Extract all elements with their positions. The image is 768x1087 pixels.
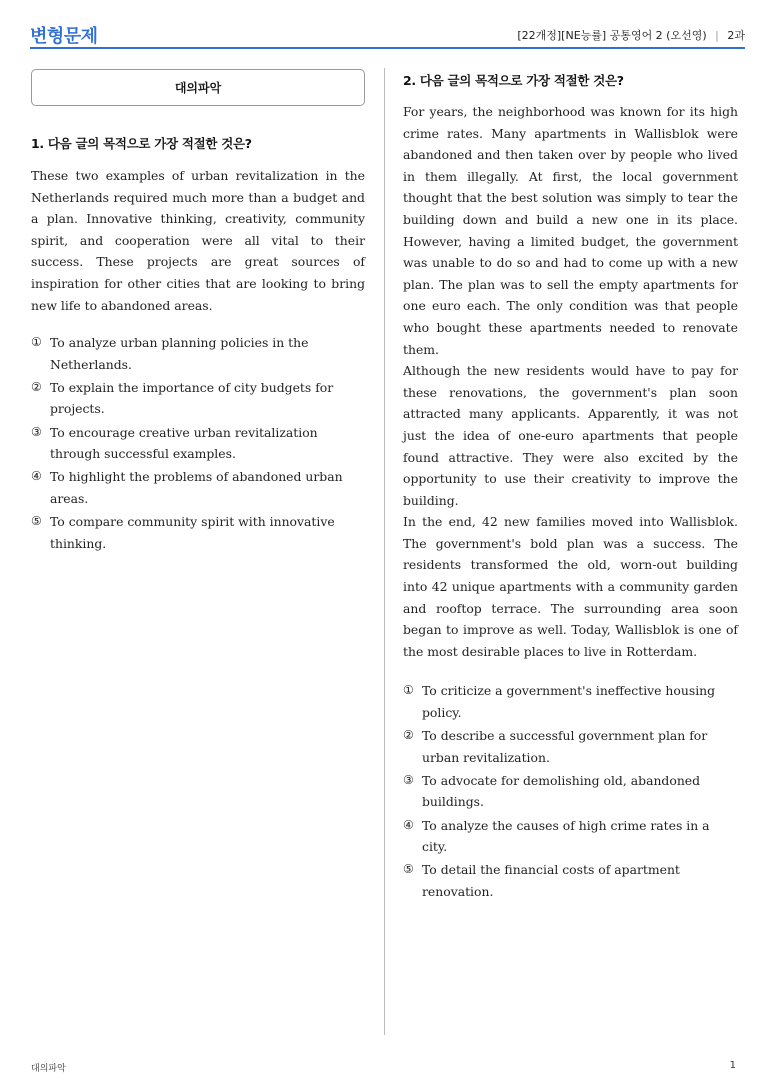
question-1-title: 1. 다음 글의 목적으로 가장 적절한 것은?	[31, 136, 252, 151]
passage-paragraph: For years, the neighborhood was known for its high crime rates. Many apartments in Wallisblok were abandoned and then taken over by people who lived in them illegally. At first, the local government thought that the best solution was simply to tear the building down and build a new one in its place. However, having a limited budget, the government was unable to do so and had to come up with a new plan. The plan was to sell the empty apartments for one euro each. The only condition was that people who bought these apartments needed to renovate them.	[403, 104, 738, 357]
question-1-choices	[31, 332, 365, 554]
header-separator: |	[715, 29, 719, 42]
section-label: 대의파악	[174, 81, 222, 95]
choice-number: ⑤	[403, 862, 414, 877]
choice-number: ②	[31, 379, 42, 394]
choice-text: To highlight the problems of abandoned urban areas.	[50, 469, 343, 506]
choice-item[interactable]	[31, 332, 365, 375]
choice-item[interactable]	[403, 725, 738, 768]
choice-text: To analyze urban planning policies in the Netherlands.	[50, 335, 309, 372]
choice-number: ③	[31, 424, 42, 439]
column-divider	[384, 68, 385, 1035]
textbook-source: [22개정][NE능률] 공통영어 2 (오선영)	[517, 29, 707, 42]
section-label-box	[31, 69, 365, 106]
choice-number: ⑤	[31, 513, 42, 528]
passage-paragraph: These two examples of urban revitalization in the Netherlands required much more than a budget and a plan. Innovative thinking, creativity, community spirit, and cooperation were all vital to their success. These projects are great sources of inspiration for other cities that are looking to bring new life to abandoned areas.	[31, 168, 365, 313]
lesson-number: 2과	[727, 29, 745, 42]
question-2-choices	[403, 680, 738, 902]
choice-number: ②	[403, 728, 414, 743]
choice-text: To encourage creative urban revitalization through successful examples.	[50, 424, 318, 462]
choice-item[interactable]	[31, 422, 365, 465]
passage-paragraph: In the end, 42 new families moved into Wallisblok. The government's bold plan was a success. The residents transformed the old, worn-out building into 42 unique apartments with a community garden and rooftop terrace. The surrounding area soon began to improve as well. Today, Wallisblok is one of the most desirable places to live in Rotterdam.	[403, 514, 738, 659]
choice-text: To criticize a government's ineffective housing policy.	[422, 683, 716, 721]
right-column	[403, 69, 738, 904]
choice-item[interactable]	[403, 815, 738, 858]
choice-number: ③	[403, 772, 414, 787]
left-column	[31, 69, 365, 556]
choice-text: To compare community spirit with innovative thinking.	[50, 513, 335, 551]
choice-text: To detail the financial costs of apartment renovation.	[422, 862, 680, 899]
brand-title: 변형문제	[30, 26, 98, 47]
choice-item[interactable]	[403, 680, 738, 723]
choice-item[interactable]	[403, 770, 738, 813]
footer-section-label: 대의파악	[31, 1064, 66, 1074]
header-source-info	[517, 27, 745, 43]
question-1-passage	[31, 165, 365, 316]
choice-text: To describe a successful government plan for urban revitalization.	[422, 728, 708, 765]
choice-item[interactable]	[31, 511, 365, 554]
page-header	[30, 18, 745, 50]
choice-number: ①	[403, 683, 414, 698]
page-number: 1	[729, 1060, 736, 1071]
question-2-passage	[403, 101, 738, 662]
choice-text: To advocate for demolishing old, abandoned buildings.	[422, 772, 701, 810]
choice-item[interactable]	[31, 466, 365, 509]
choice-text: To analyze the causes of high crime rates in a city.	[422, 817, 710, 855]
choice-number: ④	[31, 469, 42, 484]
choice-text: To explain the importance of city budgets for projects.	[50, 379, 334, 417]
choice-number: ④	[403, 817, 414, 832]
choice-item[interactable]	[31, 377, 365, 420]
passage-paragraph: Although the new residents would have to pay for these renovations, the government's plan soon attracted many applicants. Apparently, it was not just the idea of one-euro apartments that people found attractive. They were also excited by the opportunity to use their creativity to improve the building.	[403, 363, 738, 508]
question-2-title: 2. 다음 글의 목적으로 가장 적절한 것은?	[403, 73, 624, 88]
choice-number: ①	[31, 335, 42, 350]
header-rule	[30, 47, 745, 49]
choice-item[interactable]	[403, 859, 738, 902]
